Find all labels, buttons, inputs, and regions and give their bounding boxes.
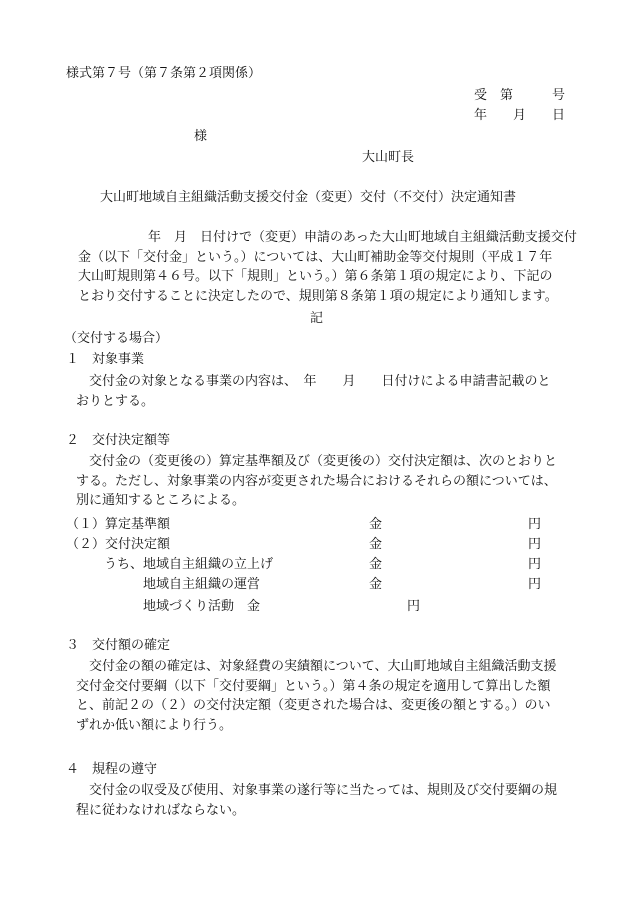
intro-line: 年 月 日付けで（変更）申請のあった大山町地域自主組織活動支援交付 xyxy=(122,230,577,245)
section-3-line: と、前記２の（２）の交付決定額（変更された場合は、変更後の額とする。）のい xyxy=(76,698,551,713)
section-3-body xyxy=(76,657,576,735)
section-3-line: ずれか低い額により行う。 xyxy=(76,717,233,733)
case-label: （交付する場合） xyxy=(64,331,169,346)
intro-line: 大山町規則第４６号。以下「規則」という。）第６条第１項の規定により、下記の xyxy=(78,269,553,284)
yen-label: 円 xyxy=(528,517,542,532)
amount-row xyxy=(0,597,630,617)
kin-label: 金 xyxy=(369,517,383,532)
intro-line: 金（以下「交付金」という。）については、大山町補助金等交付規則（平成１７年 xyxy=(78,249,553,265)
amount-row xyxy=(0,535,630,555)
section-2-body xyxy=(76,452,576,511)
amount-label: 地域自主組織の運営 xyxy=(143,577,261,592)
addressee-suffix: 様 xyxy=(194,129,208,144)
receipt-number: 受 第 号 xyxy=(474,88,566,103)
amount-label: （２）交付決定額 xyxy=(66,537,171,552)
kin-label: 金 xyxy=(369,537,383,552)
issuer-name: 大山町長 xyxy=(362,150,415,165)
section-1-body xyxy=(76,372,576,411)
amount-row xyxy=(0,555,630,575)
yen-label: 円 xyxy=(528,557,542,572)
section-3-heading: ３ 交付額の確定 xyxy=(66,638,171,653)
section-2-line: する。ただし、対象事業の内容が変更された場合におけるそれらの額については、 xyxy=(76,473,557,489)
section-4-line: 程に従わなければならない。 xyxy=(76,802,246,818)
kin-label: 金 xyxy=(369,577,383,592)
yen-label: 円 xyxy=(528,537,542,552)
section-1-heading: １ 対象事業 xyxy=(66,352,145,367)
amount-label: 地域づくり活動 金 xyxy=(143,599,261,614)
section-3-line: 交付金の額の確定は、対象経費の実績額について、大山町地域自主組織活動支援 xyxy=(89,659,557,674)
section-2-line: 交付金の（変更後の）算定基準額及び（変更後の）交付決定額は、次のとおりと xyxy=(89,454,558,469)
form-number: 様式第７号（第７条第２項関係） xyxy=(66,66,262,81)
amount-label: うち、地域自主組織の立上げ xyxy=(104,557,274,572)
amount-row xyxy=(0,575,630,595)
amount-label: （１）算定基準額 xyxy=(66,517,171,532)
kin-label: 金 xyxy=(369,557,383,572)
amount-row xyxy=(0,515,630,535)
document-title: 大山町地域自主組織活動支援交付金（変更）交付（不交付）決定通知書 xyxy=(100,190,517,205)
section-1-line: 交付金の対象となる事業の内容は、 年 月 日付けによる申請書記載のと xyxy=(89,374,551,389)
intro-line: とおり交付することに決定したので、規則第８条第１項の規定により通知します。 xyxy=(78,288,558,304)
section-2-line: 別に通知するところによる。 xyxy=(76,493,246,508)
issue-date: 年 月 日 xyxy=(474,108,566,123)
section-4-line: 交付金の収受及び使用、対象事業の遂行等に当たっては、規則及び交付要綱の規 xyxy=(89,783,558,798)
ki-heading: 記 xyxy=(310,311,324,326)
section-3-line: 交付金交付要綱（以下「交付要綱」という。）第４条の規定を適用して算出した額 xyxy=(76,678,551,694)
section-1-line: おりとする。 xyxy=(76,393,155,409)
section-4-heading: ４ 規程の遵守 xyxy=(66,762,158,777)
section-2-heading: ２ 交付決定額等 xyxy=(66,433,171,448)
section-4-body xyxy=(76,781,576,820)
yen-label: 円 xyxy=(528,577,542,592)
intro-paragraph xyxy=(78,228,578,306)
yen-label: 円 xyxy=(407,599,421,614)
